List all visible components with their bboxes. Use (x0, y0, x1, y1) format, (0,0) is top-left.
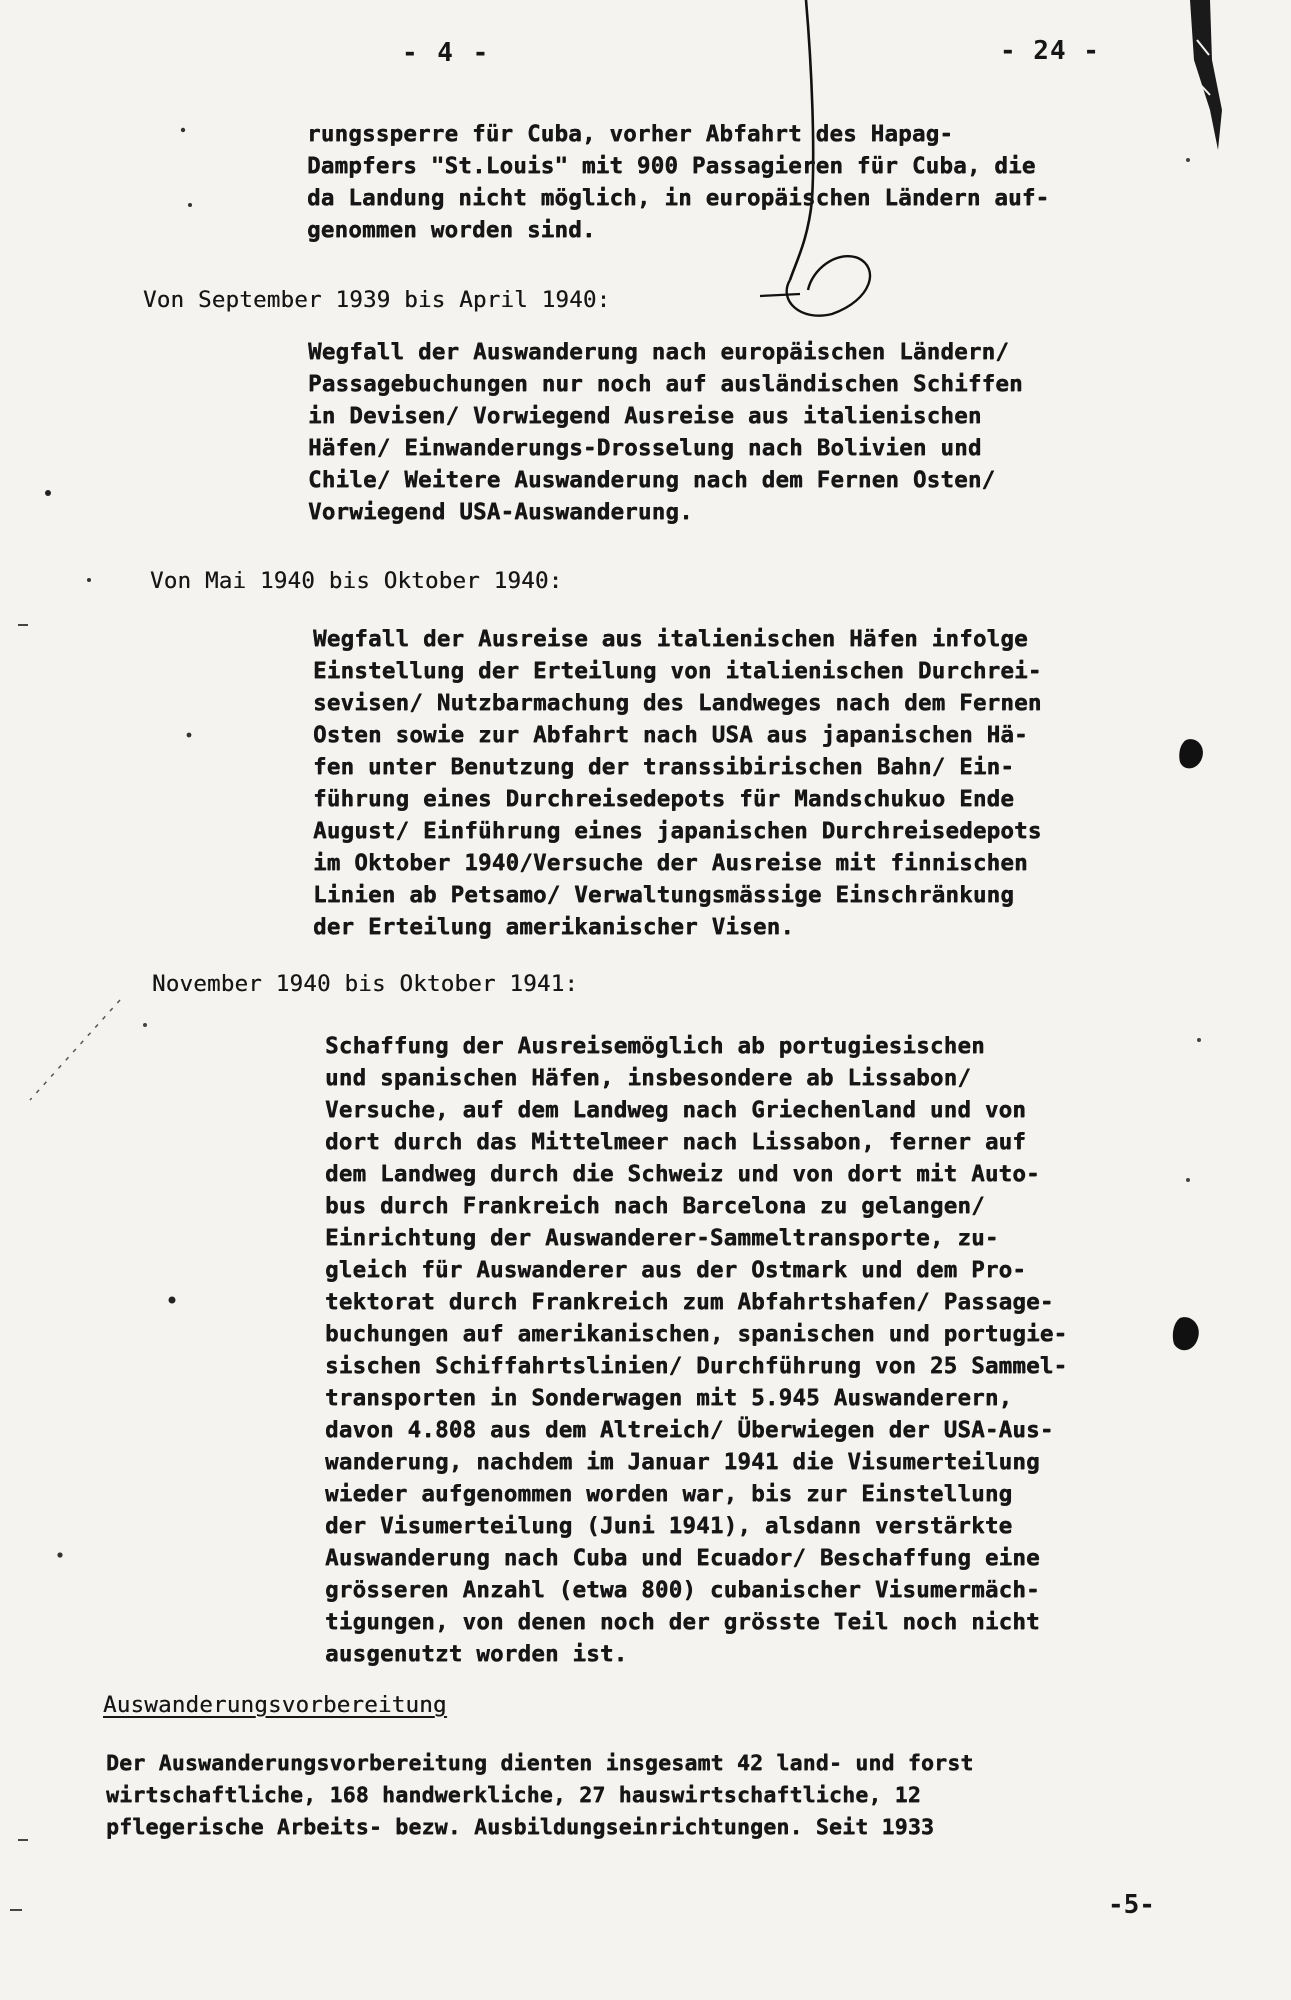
text-line: Schaffung der Ausreisemöglich ab portugiesischen (325, 1033, 985, 1059)
margin-speck (143, 1023, 147, 1027)
period-paragraph (308, 336, 1023, 528)
margin-speck (57, 1552, 62, 1557)
text-line: Wegfall der Auswanderung nach europäischen Ländern/ (308, 339, 1010, 365)
reference-mark: - 24 - (1000, 36, 1100, 66)
text-line: Passagebuchungen nur noch auf ausländischen Schiffen (308, 371, 1023, 397)
text-line: wanderung, nachdem im Januar 1941 die Visumerteilung (325, 1449, 1040, 1475)
period-paragraph (313, 623, 1042, 943)
text-line: Osten sowie zur Abfahrt nach USA aus japanischen Hä- (313, 722, 1028, 748)
text-line: Wegfall der Ausreise aus italienischen Häfen infolge (313, 626, 1028, 652)
text-line: Der Auswanderungsvorbereitung dienten insgesamt 42 land- und forst (106, 1751, 974, 1776)
text-line: sevisen/ Nutzbarmachung des Landweges nach dem Fernen (313, 690, 1042, 716)
margin-speck (1186, 158, 1190, 162)
text-line: wirtschaftliche, 168 handwerkliche, 27 hauswirtschaftliche, 12 (106, 1783, 921, 1808)
period-heading: Von September 1939 bis April 1940: (143, 287, 611, 313)
text-line: fen unter Benutzung der transsibirischen Bahn/ Ein- (313, 754, 1015, 780)
text-line: da Landung nicht möglich, in europäischen Ländern auf- (307, 185, 1050, 211)
next-page-marker: -5- (1108, 1890, 1155, 1920)
page-number: - 4 - (402, 38, 491, 68)
text-line: dort durch das Mittelmeer nach Lissabon, ferner auf (325, 1129, 1027, 1155)
text-line: genommen worden sind. (307, 217, 596, 243)
text-line: davon 4.808 aus dem Altreich/ Überwiegen der USA-Aus- (325, 1417, 1054, 1443)
text-line: tektorat durch Frankreich zum Abfahrtshafen/ Passage- (325, 1289, 1054, 1315)
text-line: und spanischen Häfen, insbesondere ab Lissabon/ (325, 1065, 972, 1091)
text-line: Vorwiegend USA-Auswanderung. (308, 499, 693, 525)
margin-speck (45, 490, 51, 496)
section-paragraph (106, 1748, 974, 1844)
text-line: pflegerische Arbeits- bezw. Ausbildungseinrichtungen. Seit 1933 (106, 1815, 935, 1840)
margin-speck (187, 733, 192, 738)
text-line: gleich für Auswanderer aus der Ostmark und dem Pro- (325, 1257, 1027, 1283)
margin-dotted-trace (30, 1000, 120, 1100)
handwritten-dash (760, 294, 800, 296)
text-line: Einrichtung der Auswanderer-Sammeltransporte, zu- (325, 1225, 999, 1251)
margin-speck (188, 203, 192, 207)
margin-speck (87, 578, 91, 582)
text-line: Chile/ Weitere Auswanderung nach dem Fernen Osten/ (308, 467, 996, 493)
text-line: Auswanderung nach Cuba und Ecuador/ Beschaffung eine (325, 1545, 1040, 1571)
binding-hole-mark-1 (1179, 739, 1203, 768)
text-line: August/ Einführung eines japanischen Durchreisedepots (313, 818, 1042, 844)
text-line: bus durch Frankreich nach Barcelona zu gelangen/ (325, 1193, 985, 1219)
text-line: Einstellung der Erteilung von italienischen Durchrei- (313, 658, 1042, 684)
text-line: Dampfers "St.Louis" mit 900 Passagieren für Cuba, die (307, 153, 1036, 179)
text-line: Versuche, auf dem Landweg nach Griechenland und von (325, 1097, 1027, 1123)
period-heading: Von Mai 1940 bis Oktober 1940: (150, 568, 563, 594)
margin-speck (181, 128, 185, 132)
text-line: der Visumerteilung (Juni 1941), alsdann verstärkte (325, 1513, 1013, 1539)
text-line: buchungen auf amerikanischen, spanischen und portugie- (325, 1321, 1068, 1347)
text-line: führung eines Durchreisedepots für Mandschukuo Ende (313, 786, 1015, 812)
section-title: Auswanderungsvorbereitung (103, 1692, 447, 1718)
text-line: sischen Schiffahrtslinien/ Durchführung von 25 Sammel- (325, 1353, 1068, 1379)
text-line: Häfen/ Einwanderungs-Drosselung nach Bolivien und (308, 435, 982, 461)
text-line: wieder aufgenommen worden war, bis zur Einstellung (325, 1481, 1013, 1507)
intro-paragraph (307, 118, 1049, 246)
period-heading: November 1940 bis Oktober 1941: (152, 971, 579, 997)
handwritten-loop (787, 256, 870, 315)
text-line: dem Landweg durch die Schweiz und von dort mit Auto- (325, 1161, 1040, 1187)
text-line: rungssperre für Cuba, vorher Abfahrt des Hapag- (307, 121, 954, 147)
text-line: tigungen, von denen noch der grösste Teil noch nicht (325, 1609, 1040, 1635)
binding-hole-mark-2 (1173, 1317, 1199, 1350)
text-line: der Erteilung amerikanischer Visen. (313, 914, 795, 940)
margin-speck (1186, 1178, 1190, 1182)
text-line: ausgenutzt worden ist. (325, 1641, 628, 1667)
edge-tab-mark (1190, 0, 1222, 150)
text-line: im Oktober 1940/Versuche der Ausreise mit finnischen (313, 850, 1028, 876)
text-line: in Devisen/ Vorwiegend Ausreise aus italienischen (308, 403, 982, 429)
text-line: transporten in Sonderwagen mit 5.945 Auswanderern, (325, 1385, 1013, 1411)
period-paragraph (325, 1030, 1067, 1670)
text-line: grösseren Anzahl (etwa 800) cubanischer Visumermäch- (325, 1577, 1040, 1603)
text-line: Linien ab Petsamo/ Verwaltungsmässige Einschränkung (313, 882, 1015, 908)
margin-speck (169, 1297, 176, 1304)
margin-speck (1197, 1038, 1201, 1042)
